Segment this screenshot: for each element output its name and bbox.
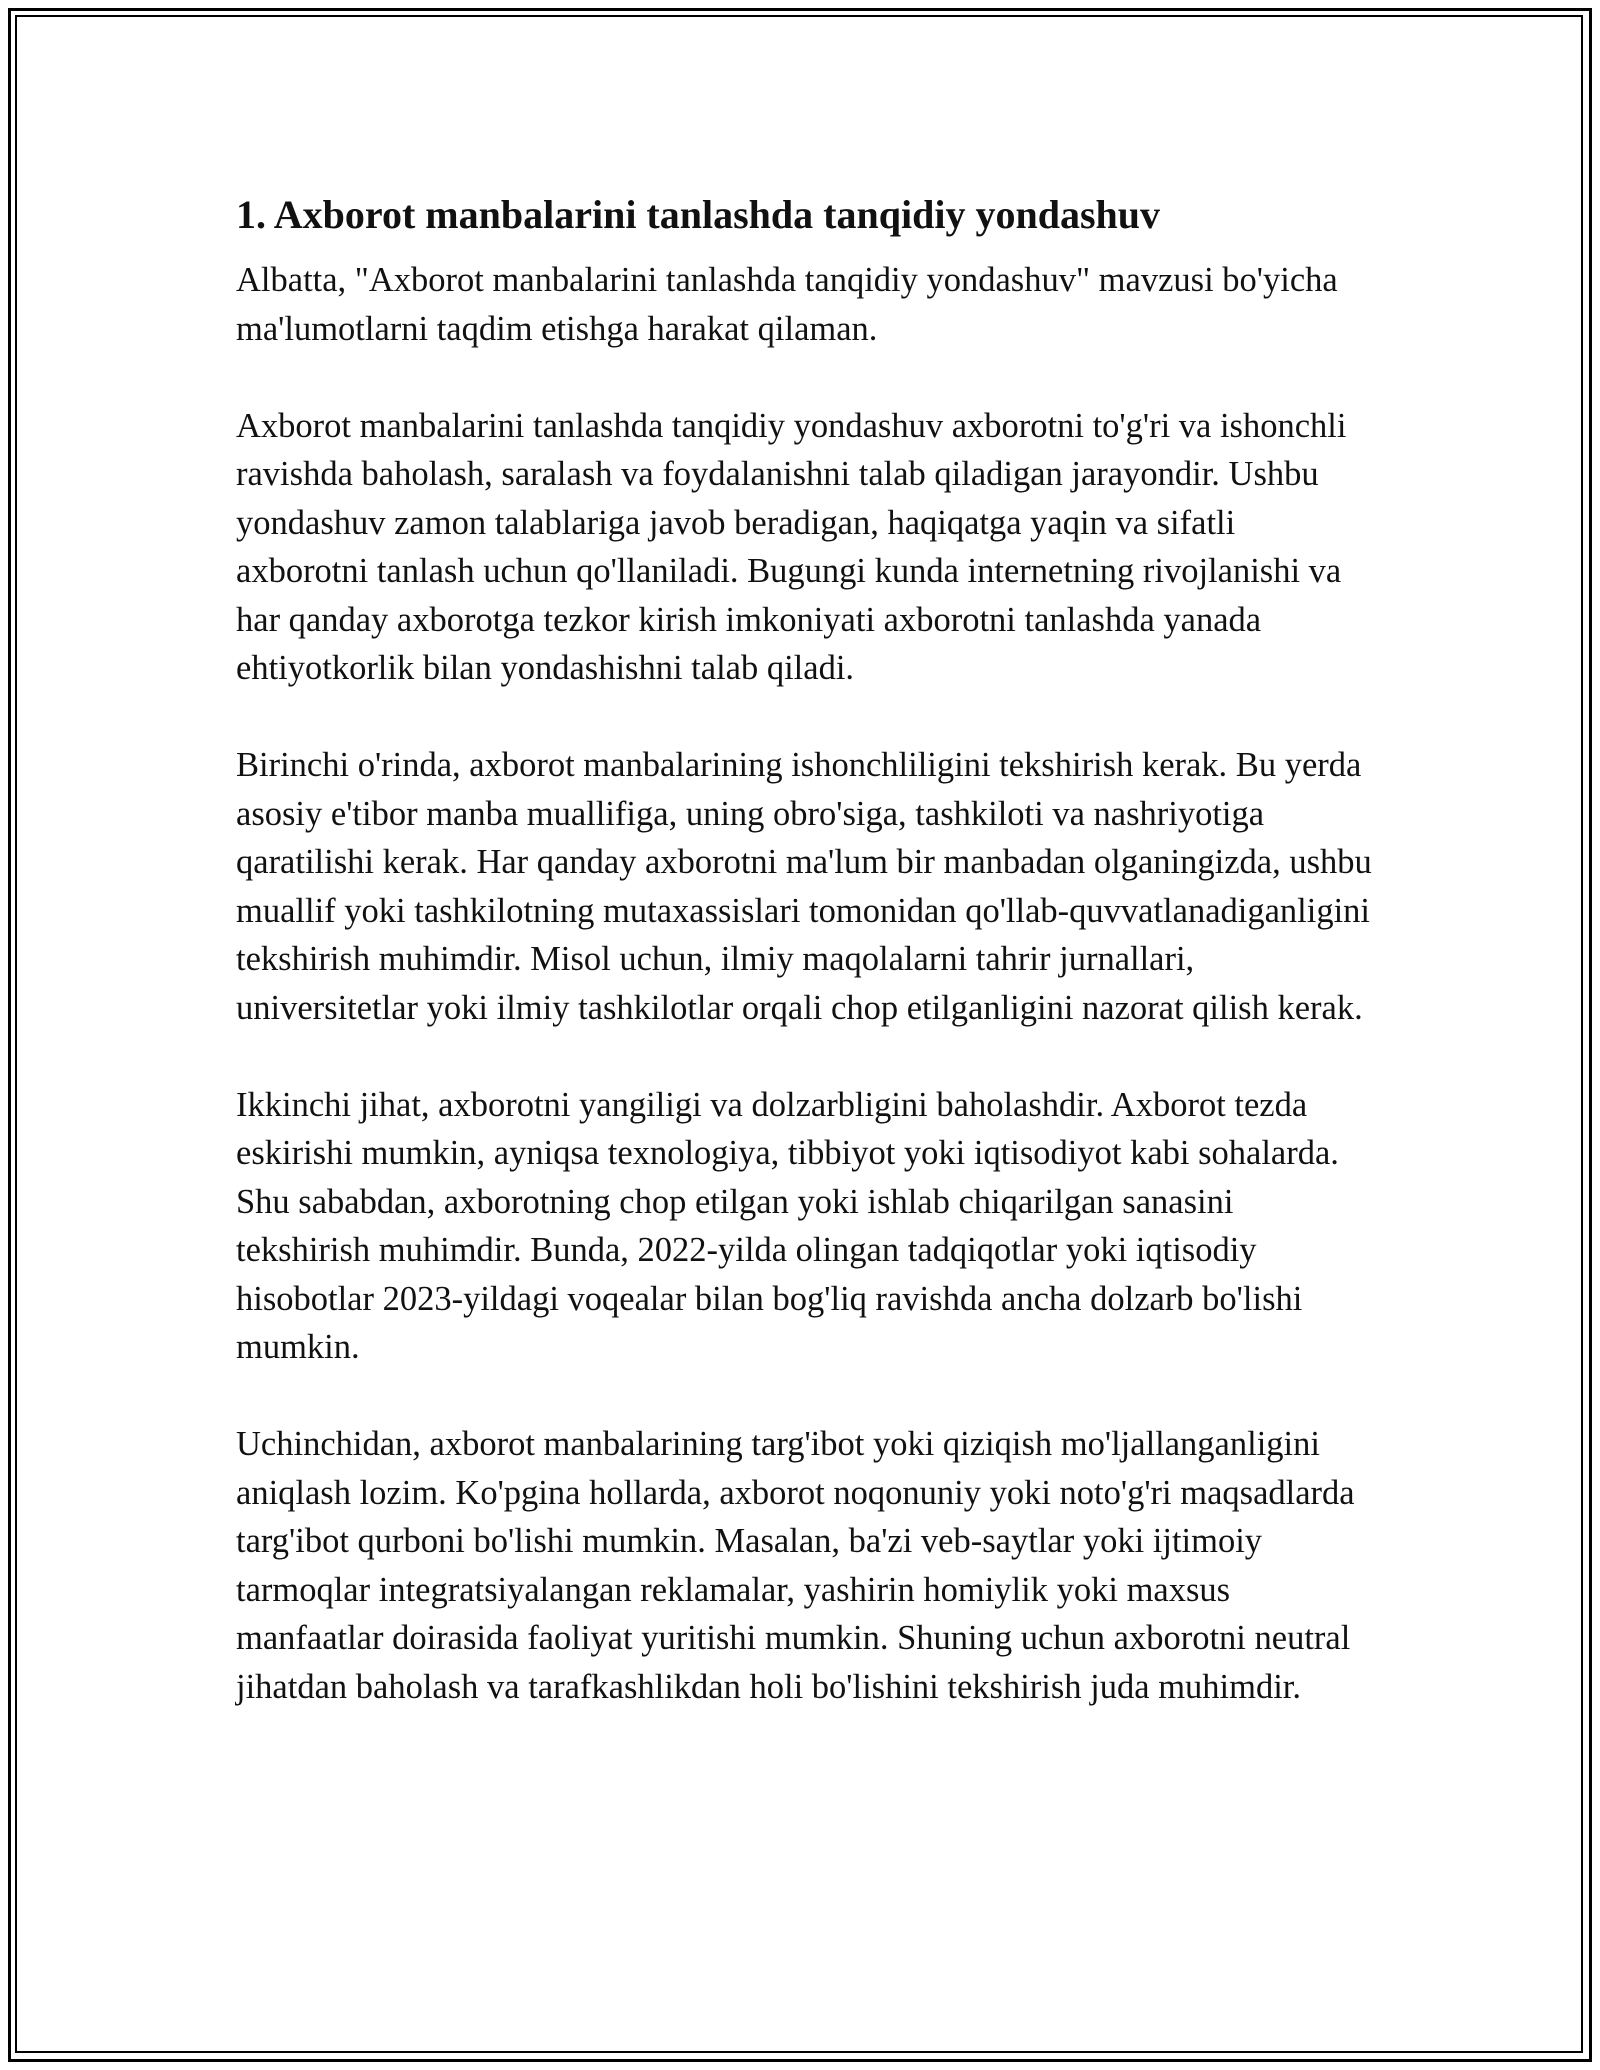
paragraph-first-point: Birinchi o'rinda, axborot manbalarining ishonchliligini tekshirish kerak. Bu yerda asosiy e'tibor manba muallifiga, uning obro'siga, tashkiloti va nashriyotiga qaratilishi kerak. Har qanday axborotni ma'lum bir manbadan olganingizda, ushbu muallif yoki tashkilotning mutaxassislari tomonidan qo'llab-quvvatlanadiganligini tekshirish muhimdir. Misol uchun, ilmiy maqolalarni tahrir jurnallari, universitetlar yoki ilmiy tashkilotlar orqali chop etilganligini nazorat qilish kerak.: [236, 746, 1372, 1027]
paragraph-third-point: Uchinchidan, axborot manbalarining targ'ibot yoki qiziqish mo'ljallanganligini aniqlash lozim. Ko'pgina hollarda, axborot noqonuniy yoki noto'g'ri maqsadlarda targ'ibot qurboni bo'lishi mumkin. Masalan, ba'zi veb-saytlar yoki ijtimoiy tarmoqlar integratsiyalangan reklamalar, yashirin homiylik yoki maxsus manfaatlar doirasida faoliyat yuritishi mumkin. Shuning uchun axborotni neutral jihatdan baholash va tarafkashlikdan holi bo'lishini tekshirish juda muhimdir.: [236, 1425, 1355, 1706]
paragraph-intro: Albatta, "Axborot manbalarini tanlashda tanqidiy yondashuv" mavzusi bo'yicha ma'lumotlarni taqdim etishga harakat qilaman.: [236, 261, 1338, 348]
document-body: [236, 186, 1376, 1760]
document-title: 1. Axborot manbalarini tanlashda tanqidiy yondashuv: [236, 192, 1161, 237]
paragraph-overview: Axborot manbalarini tanlashda tanqidiy yondashuv axborotni to'g'ri va ishonchli ravishda baholash, saralash va foydalanishni talab qiladigan jarayondir. Ushbu yondashuv zamon talablariga javob beradigan, haqiqatga yaqin va sifatli axborotni tanlash uchun qo'llaniladi. Bugungi kunda internetning rivojlanishi va har qanday axborotga tezkor kirish imkoniyati axborotni tanlashda yanada ehtiyotkorlik bilan yondashishni talab qiladi.: [236, 406, 1347, 687]
paragraph-second-point: Ikkinchi jihat, axborotni yangiligi va dolzarbligini baholashdir. Axborot tezda eskirishi mumkin, ayniqsa texnologiya, tibbiyot yoki iqtisodiyot kabi sohalarda. Shu sababdan, axborotning chop etilgan yoki ishlab chiqarilgan sanasini tekshirish muhimdir. Bunda, 2022-yilda olingan tadqiqotlar yoki iqtisodiy hisobotlar 2023-yildagi voqealar bilan bog'liq ravishda ancha dolzarb bo'lishi mumkin.: [236, 1085, 1339, 1366]
